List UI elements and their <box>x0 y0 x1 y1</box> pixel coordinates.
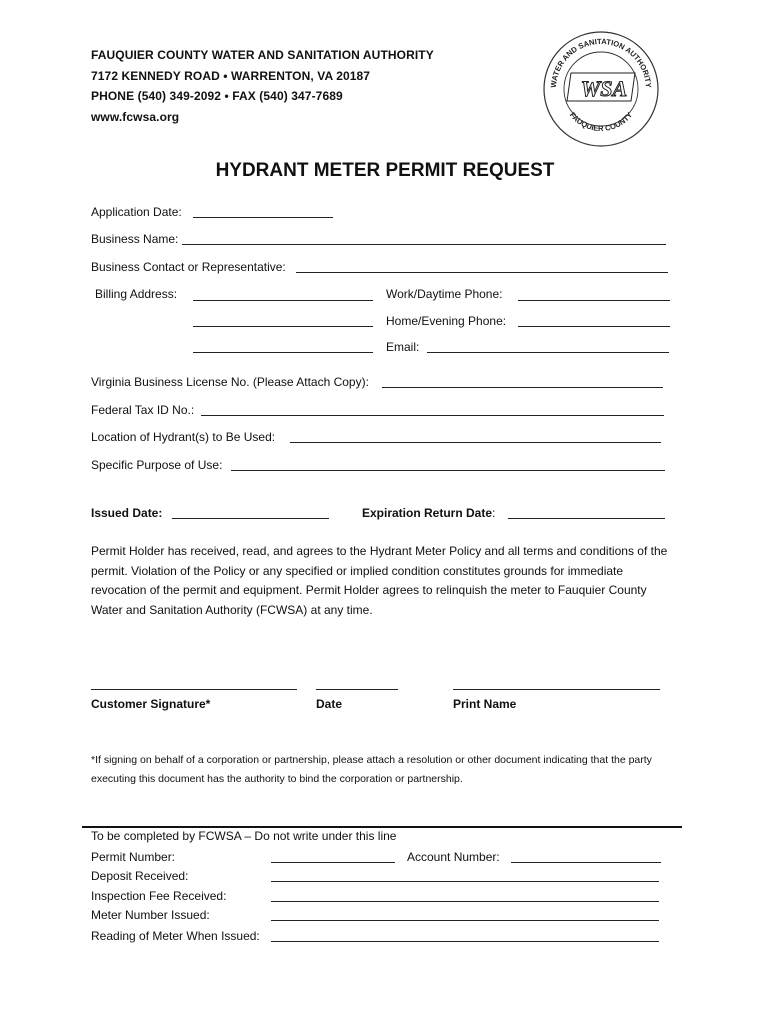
home-phone-label: Home/Evening Phone: <box>386 314 507 328</box>
federal-tax-id-field[interactable] <box>201 415 664 416</box>
expiration-return-date-text: Expiration Return Date <box>362 506 493 520</box>
customer-signature-label: Customer Signature* <box>91 697 211 711</box>
customer-signature-line[interactable] <box>91 689 297 690</box>
billing-address-line-2[interactable] <box>193 326 373 327</box>
issued-date-label: Issued Date: <box>91 506 163 520</box>
inspection-fee-field[interactable] <box>271 901 659 902</box>
business-contact-label: Business Contact or Representative: <box>91 260 286 274</box>
account-number-field[interactable] <box>511 862 661 863</box>
work-phone-label: Work/Daytime Phone: <box>386 287 503 301</box>
expiration-return-date-label <box>362 506 495 520</box>
billing-address-label: Billing Address: <box>95 287 178 301</box>
billing-address-line-3[interactable] <box>193 352 373 353</box>
date-line[interactable] <box>316 689 398 690</box>
email-field[interactable] <box>427 352 669 353</box>
business-name-label: Business Name: <box>91 232 179 246</box>
application-date-label: Application Date: <box>91 205 182 219</box>
deposit-received-label: Deposit Received: <box>91 869 189 883</box>
seal-bottom-text: FAUQUIER COUNTY <box>567 110 635 134</box>
permit-number-label: Permit Number: <box>91 850 176 864</box>
org-name: FAUQUIER COUNTY WATER AND SANITATION AUTHORITY <box>91 48 434 62</box>
hydrant-location-label: Location of Hydrant(s) to Be Used: <box>91 430 276 444</box>
federal-tax-id-label: Federal Tax ID No.: <box>91 403 195 417</box>
meter-reading-field[interactable] <box>271 941 659 942</box>
specific-purpose-label: Specific Purpose of Use: <box>91 458 223 472</box>
issued-date-field[interactable] <box>172 518 329 519</box>
hydrant-location-field[interactable] <box>290 442 661 443</box>
org-address: 7172 KENNEDY ROAD • WARRENTON, VA 20187 <box>91 69 371 83</box>
expiration-return-date-field[interactable] <box>508 518 665 519</box>
work-phone-field[interactable] <box>518 300 670 301</box>
seal-top-text: WATER AND SANITATION AUTHORITY <box>548 36 654 89</box>
va-license-label: Virginia Business License No. (Please Attach Copy): <box>91 375 369 389</box>
account-number-label: Account Number: <box>407 850 500 864</box>
inspection-fee-label: Inspection Fee Received: <box>91 889 227 903</box>
meter-number-field[interactable] <box>271 920 659 921</box>
billing-address-line-1[interactable] <box>193 300 373 301</box>
section-divider <box>82 826 682 828</box>
footnote: *If signing on behalf of a corporation or partnership, please attach a resolution or other document indicating that the party executing this document has the authority to bind the corporation or partnership. <box>91 754 652 785</box>
print-name-line[interactable] <box>453 689 660 690</box>
home-phone-field[interactable] <box>518 326 670 327</box>
org-phones: PHONE (540) 349-2092 • FAX (540) 347-7689 <box>91 89 343 103</box>
business-name-field[interactable] <box>182 244 666 245</box>
form-title: HYDRANT METER PERMIT REQUEST <box>215 160 555 181</box>
fcwsa-seal-logo <box>542 30 660 148</box>
seal-center-text: WSA <box>580 76 628 101</box>
date-label: Date <box>316 697 343 711</box>
va-license-field[interactable] <box>382 387 663 388</box>
email-label: Email: <box>386 340 420 354</box>
agreement-paragraph: Permit Holder has received, read, and agrees to the Hydrant Meter Policy and all terms and conditions of the permit. Violation of the Policy or any specified or implied condition constitutes grounds for immediate revocation of the permit and equipment. Permit Holder agrees to relinquish the meter to Fauquier County Water and Sanitation Authority (FCWSA) at any time. <box>91 544 668 617</box>
meter-number-label: Meter Number Issued: <box>91 908 210 922</box>
business-contact-field[interactable] <box>296 272 668 273</box>
office-use-heading: To be completed by FCWSA – Do not write under this line <box>91 829 397 843</box>
permit-number-field[interactable] <box>271 862 395 863</box>
application-date-field[interactable] <box>193 217 333 218</box>
deposit-received-field[interactable] <box>271 881 659 882</box>
meter-reading-label: Reading of Meter When Issued: <box>91 929 260 943</box>
specific-purpose-field[interactable] <box>231 470 665 471</box>
org-website: www.fcwsa.org <box>91 110 180 124</box>
expiration-colon: : <box>492 506 496 520</box>
print-name-label: Print Name <box>453 697 517 711</box>
